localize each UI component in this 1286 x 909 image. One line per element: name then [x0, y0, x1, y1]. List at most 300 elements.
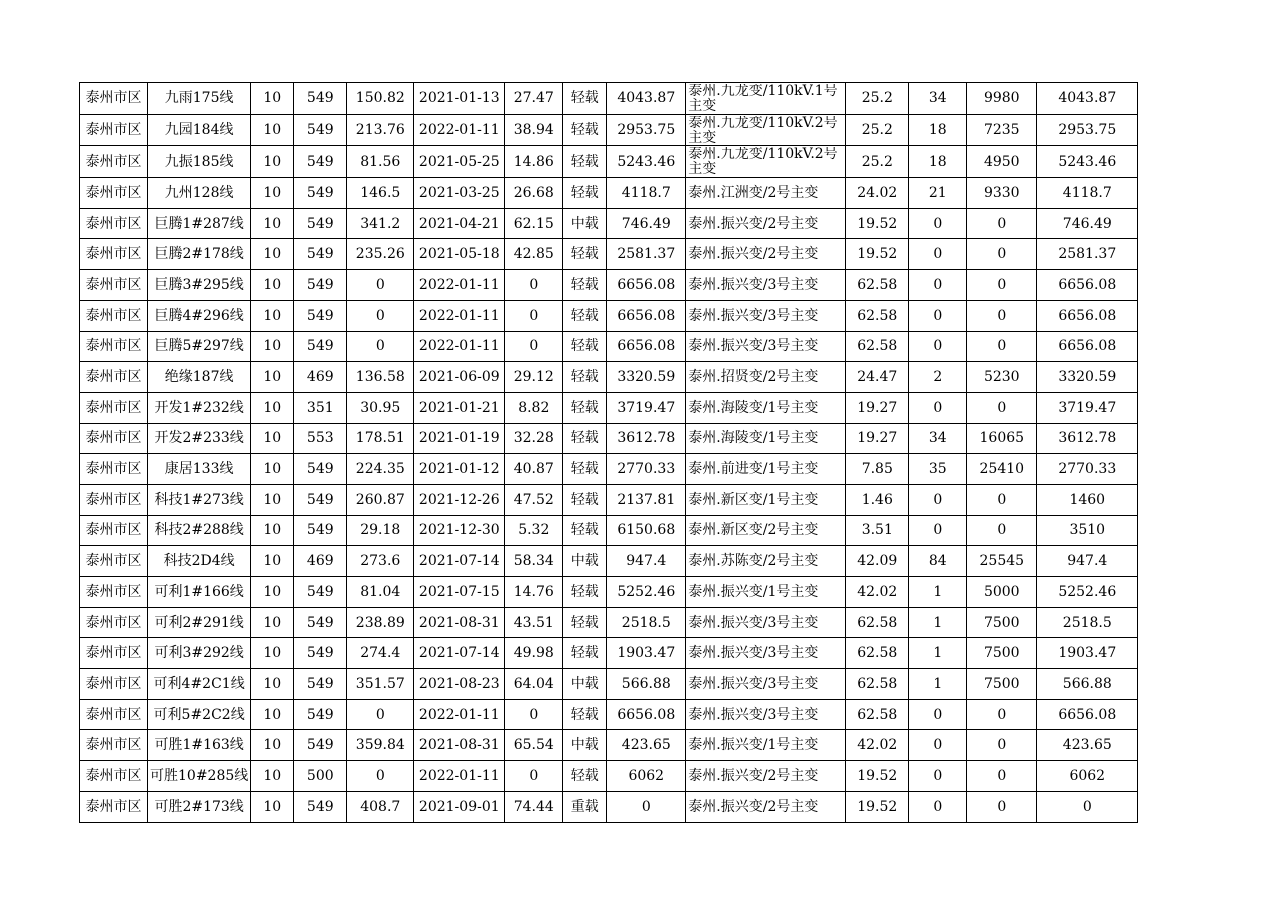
count-cell: 0 [909, 331, 967, 362]
substation-cell: 泰州.前进变/1号主变 [686, 454, 846, 485]
district-cell: 泰州市区 [80, 270, 148, 301]
load-cell: 0 [347, 761, 414, 792]
substation-cell: 泰州.振兴变/2号主变 [686, 239, 846, 270]
user-capacity-cell: 4950 [967, 146, 1037, 178]
transformer-rate-cell: 62.58 [846, 638, 909, 669]
district-cell: 泰州市区 [80, 331, 148, 362]
date-cell: 2021-07-15 [414, 577, 505, 608]
table-row [80, 791, 1138, 822]
rate-cell: 43.51 [505, 607, 563, 638]
count-cell: 2 [909, 362, 967, 393]
capacity-cell: 549 [294, 577, 347, 608]
status-cell: 轻载 [563, 392, 607, 423]
district-cell: 泰州市区 [80, 423, 148, 454]
transformer-rate-cell: 42.02 [846, 577, 909, 608]
line-name-cell: 巨腾5#297线 [148, 331, 251, 362]
district-cell: 泰州市区 [80, 146, 148, 178]
user-capacity-cell: 9330 [967, 178, 1037, 209]
available-cell: 566.88 [1037, 669, 1138, 700]
rate-cell: 47.52 [505, 484, 563, 515]
substation-text: 泰州.九龙变/110kV.2号主变 [688, 147, 838, 177]
district-cell: 泰州市区 [80, 699, 148, 730]
capacity-cell: 549 [294, 83, 347, 115]
transformer-rate-cell: 24.47 [846, 362, 909, 393]
user-capacity-cell: 0 [967, 699, 1037, 730]
user-capacity-cell: 0 [967, 515, 1037, 546]
line-name-cell: 可利1#166线 [148, 577, 251, 608]
capacity-cell: 549 [294, 484, 347, 515]
margin-cell: 1903.47 [607, 638, 686, 669]
date-cell: 2021-01-19 [414, 423, 505, 454]
line-name-cell: 开发1#232线 [148, 392, 251, 423]
status-cell: 轻载 [563, 577, 607, 608]
user-capacity-cell: 7500 [967, 669, 1037, 700]
table-row [80, 362, 1138, 393]
rate-cell: 27.47 [505, 83, 563, 115]
voltage-cell: 10 [251, 515, 294, 546]
status-cell: 轻载 [563, 239, 607, 270]
capacity-cell: 549 [294, 208, 347, 239]
capacity-cell: 549 [294, 638, 347, 669]
line-name-cell: 康居133线 [148, 454, 251, 485]
available-cell: 2770.33 [1037, 454, 1138, 485]
load-cell: 351.57 [347, 669, 414, 700]
user-capacity-cell: 0 [967, 331, 1037, 362]
substation-cell: 泰州.振兴变/1号主变 [686, 730, 846, 761]
margin-cell: 3719.47 [607, 392, 686, 423]
capacity-cell: 549 [294, 239, 347, 270]
transformer-rate-cell: 42.09 [846, 546, 909, 577]
margin-cell: 947.4 [607, 546, 686, 577]
transformer-rate-cell: 19.27 [846, 392, 909, 423]
available-cell: 423.65 [1037, 730, 1138, 761]
table-row [80, 761, 1138, 792]
district-cell: 泰州市区 [80, 546, 148, 577]
voltage-cell: 10 [251, 270, 294, 301]
count-cell: 1 [909, 669, 967, 700]
line-name-cell: 九振185线 [148, 146, 251, 178]
user-capacity-cell: 9980 [967, 83, 1037, 115]
count-cell: 0 [909, 208, 967, 239]
substation-cell: 泰州.振兴变/3号主变 [686, 669, 846, 700]
voltage-cell: 10 [251, 146, 294, 178]
margin-cell: 5252.46 [607, 577, 686, 608]
transformer-rate-cell: 19.52 [846, 761, 909, 792]
line-name-cell: 科技2#288线 [148, 515, 251, 546]
transformer-rate-cell: 19.27 [846, 423, 909, 454]
line-name-cell: 绝缘187线 [148, 362, 251, 393]
table-row [80, 546, 1138, 577]
district-cell: 泰州市区 [80, 761, 148, 792]
count-cell: 0 [909, 699, 967, 730]
voltage-cell: 10 [251, 484, 294, 515]
status-cell: 轻载 [563, 699, 607, 730]
status-cell: 轻载 [563, 638, 607, 669]
load-cell: 260.87 [347, 484, 414, 515]
voltage-cell: 10 [251, 362, 294, 393]
available-cell: 3719.47 [1037, 392, 1138, 423]
table-row [80, 83, 1138, 115]
user-capacity-cell: 7235 [967, 114, 1037, 146]
transformer-rate-cell: 25.2 [846, 114, 909, 146]
line-name-cell: 可利5#2C2线 [148, 699, 251, 730]
substation-cell [686, 83, 846, 115]
date-cell: 2021-08-23 [414, 669, 505, 700]
available-cell: 6656.08 [1037, 331, 1138, 362]
transformer-rate-cell: 3.51 [846, 515, 909, 546]
transformer-rate-cell: 7.85 [846, 454, 909, 485]
line-name-cell: 巨腾1#287线 [148, 208, 251, 239]
rate-cell: 32.28 [505, 423, 563, 454]
margin-cell: 2953.75 [607, 114, 686, 146]
voltage-cell: 10 [251, 546, 294, 577]
transformer-rate-cell: 19.52 [846, 791, 909, 822]
table-row [80, 300, 1138, 331]
district-cell: 泰州市区 [80, 791, 148, 822]
rate-cell: 64.04 [505, 669, 563, 700]
status-cell: 轻载 [563, 270, 607, 301]
substation-cell [686, 146, 846, 178]
load-cell: 273.6 [347, 546, 414, 577]
voltage-cell: 10 [251, 83, 294, 115]
count-cell: 34 [909, 83, 967, 115]
margin-cell: 6656.08 [607, 300, 686, 331]
voltage-cell: 10 [251, 638, 294, 669]
load-cell: 274.4 [347, 638, 414, 669]
transformer-rate-cell: 62.58 [846, 331, 909, 362]
district-cell: 泰州市区 [80, 484, 148, 515]
available-cell: 3612.78 [1037, 423, 1138, 454]
line-name-cell: 开发2#233线 [148, 423, 251, 454]
transformer-rate-cell: 19.52 [846, 239, 909, 270]
district-cell: 泰州市区 [80, 83, 148, 115]
status-cell: 轻载 [563, 761, 607, 792]
available-cell: 5252.46 [1037, 577, 1138, 608]
transformer-rate-cell: 19.52 [846, 208, 909, 239]
date-cell: 2021-01-13 [414, 83, 505, 115]
count-cell: 1 [909, 577, 967, 608]
margin-cell: 5243.46 [607, 146, 686, 178]
count-cell: 0 [909, 730, 967, 761]
substation-cell: 泰州.海陵变/1号主变 [686, 423, 846, 454]
capacity-cell: 549 [294, 146, 347, 178]
voltage-cell: 10 [251, 114, 294, 146]
rate-cell: 14.86 [505, 146, 563, 178]
district-cell: 泰州市区 [80, 577, 148, 608]
rate-cell: 0 [505, 270, 563, 301]
load-cell: 146.5 [347, 178, 414, 209]
rate-cell: 26.68 [505, 178, 563, 209]
available-cell: 6656.08 [1037, 300, 1138, 331]
load-cell: 178.51 [347, 423, 414, 454]
voltage-cell: 10 [251, 699, 294, 730]
margin-cell: 6150.68 [607, 515, 686, 546]
load-cell: 0 [347, 270, 414, 301]
count-cell: 0 [909, 239, 967, 270]
table-row [80, 484, 1138, 515]
table-row [80, 114, 1138, 146]
voltage-cell: 10 [251, 178, 294, 209]
status-cell: 轻载 [563, 423, 607, 454]
load-cell: 213.76 [347, 114, 414, 146]
count-cell: 35 [909, 454, 967, 485]
count-cell: 21 [909, 178, 967, 209]
load-cell: 224.35 [347, 454, 414, 485]
date-cell: 2021-05-25 [414, 146, 505, 178]
status-cell: 重载 [563, 791, 607, 822]
count-cell: 0 [909, 392, 967, 423]
load-cell: 235.26 [347, 239, 414, 270]
user-capacity-cell: 16065 [967, 423, 1037, 454]
status-cell: 轻载 [563, 362, 607, 393]
status-cell: 轻载 [563, 300, 607, 331]
rate-cell: 58.34 [505, 546, 563, 577]
substation-cell: 泰州.新区变/2号主变 [686, 515, 846, 546]
load-cell: 136.58 [347, 362, 414, 393]
load-cell: 81.04 [347, 577, 414, 608]
district-cell: 泰州市区 [80, 638, 148, 669]
table-row [80, 515, 1138, 546]
rate-cell: 5.32 [505, 515, 563, 546]
district-cell: 泰州市区 [80, 300, 148, 331]
status-cell: 轻载 [563, 454, 607, 485]
substation-cell: 泰州.振兴变/3号主变 [686, 638, 846, 669]
capacity-cell: 549 [294, 454, 347, 485]
capacity-cell: 469 [294, 546, 347, 577]
substation-cell: 泰州.振兴变/3号主变 [686, 300, 846, 331]
load-cell: 0 [347, 331, 414, 362]
date-cell: 2022-01-11 [414, 699, 505, 730]
count-cell: 18 [909, 114, 967, 146]
substation-text: 泰州.九龙变/110kV.1号主变 [688, 84, 838, 113]
date-cell: 2021-08-31 [414, 607, 505, 638]
available-cell: 5243.46 [1037, 146, 1138, 178]
line-name-cell: 巨腾4#296线 [148, 300, 251, 331]
capacity-cell: 549 [294, 270, 347, 301]
data-table [79, 82, 1138, 823]
capacity-cell: 549 [294, 730, 347, 761]
voltage-cell: 10 [251, 423, 294, 454]
date-cell: 2022-01-11 [414, 331, 505, 362]
district-cell: 泰州市区 [80, 392, 148, 423]
capacity-cell: 549 [294, 607, 347, 638]
substation-cell: 泰州.振兴变/3号主变 [686, 699, 846, 730]
voltage-cell: 10 [251, 454, 294, 485]
table-row [80, 699, 1138, 730]
user-capacity-cell: 0 [967, 270, 1037, 301]
capacity-cell: 549 [294, 300, 347, 331]
date-cell: 2021-07-14 [414, 546, 505, 577]
user-capacity-cell: 7500 [967, 638, 1037, 669]
substation-cell: 泰州.振兴变/2号主变 [686, 761, 846, 792]
voltage-cell: 10 [251, 300, 294, 331]
count-cell: 0 [909, 300, 967, 331]
line-name-cell: 科技1#273线 [148, 484, 251, 515]
capacity-cell: 549 [294, 178, 347, 209]
load-cell: 341.2 [347, 208, 414, 239]
transformer-rate-cell: 62.58 [846, 669, 909, 700]
rate-cell: 0 [505, 331, 563, 362]
load-cell: 408.7 [347, 791, 414, 822]
transformer-rate-cell: 62.58 [846, 270, 909, 301]
count-cell: 1 [909, 638, 967, 669]
district-cell: 泰州市区 [80, 239, 148, 270]
line-name-cell: 可胜2#173线 [148, 791, 251, 822]
date-cell: 2022-01-11 [414, 270, 505, 301]
available-cell: 6656.08 [1037, 699, 1138, 730]
table-row [80, 730, 1138, 761]
available-cell: 4118.7 [1037, 178, 1138, 209]
date-cell: 2021-06-09 [414, 362, 505, 393]
margin-cell: 423.65 [607, 730, 686, 761]
line-name-cell: 科技2D4线 [148, 546, 251, 577]
line-name-cell: 巨腾3#295线 [148, 270, 251, 301]
date-cell: 2021-05-18 [414, 239, 505, 270]
district-cell: 泰州市区 [80, 178, 148, 209]
user-capacity-cell: 0 [967, 392, 1037, 423]
substation-cell: 泰州.振兴变/3号主变 [686, 331, 846, 362]
district-cell: 泰州市区 [80, 114, 148, 146]
load-cell: 238.89 [347, 607, 414, 638]
voltage-cell: 10 [251, 331, 294, 362]
transformer-rate-cell: 62.58 [846, 300, 909, 331]
table-row [80, 331, 1138, 362]
date-cell: 2021-03-25 [414, 178, 505, 209]
voltage-cell: 10 [251, 208, 294, 239]
user-capacity-cell: 5230 [967, 362, 1037, 393]
status-cell: 轻载 [563, 607, 607, 638]
count-cell: 0 [909, 484, 967, 515]
line-name-cell: 可利4#2C1线 [148, 669, 251, 700]
transformer-rate-cell: 25.2 [846, 83, 909, 115]
status-cell: 轻载 [563, 331, 607, 362]
table-row [80, 270, 1138, 301]
margin-cell: 2770.33 [607, 454, 686, 485]
capacity-cell: 549 [294, 114, 347, 146]
date-cell: 2021-01-12 [414, 454, 505, 485]
capacity-cell: 500 [294, 761, 347, 792]
available-cell: 4043.87 [1037, 83, 1138, 115]
substation-cell: 泰州.新区变/1号主变 [686, 484, 846, 515]
rate-cell: 29.12 [505, 362, 563, 393]
line-name-cell: 可胜10#285线 [148, 761, 251, 792]
transformer-rate-cell: 42.02 [846, 730, 909, 761]
available-cell: 3510 [1037, 515, 1138, 546]
user-capacity-cell: 0 [967, 791, 1037, 822]
substation-text: 泰州.九龙变/110kV.2号主变 [688, 115, 838, 145]
district-cell: 泰州市区 [80, 454, 148, 485]
margin-cell: 3612.78 [607, 423, 686, 454]
capacity-cell: 549 [294, 699, 347, 730]
district-cell: 泰州市区 [80, 669, 148, 700]
voltage-cell: 10 [251, 577, 294, 608]
margin-cell: 746.49 [607, 208, 686, 239]
count-cell: 0 [909, 515, 967, 546]
date-cell: 2021-12-30 [414, 515, 505, 546]
capacity-cell: 549 [294, 515, 347, 546]
table-row [80, 577, 1138, 608]
user-capacity-cell: 0 [967, 730, 1037, 761]
available-cell: 947.4 [1037, 546, 1138, 577]
available-cell: 1460 [1037, 484, 1138, 515]
table-row [80, 239, 1138, 270]
rate-cell: 62.15 [505, 208, 563, 239]
available-cell: 6062 [1037, 761, 1138, 792]
substation-cell: 泰州.江洲变/2号主变 [686, 178, 846, 209]
district-cell: 泰州市区 [80, 730, 148, 761]
margin-cell: 566.88 [607, 669, 686, 700]
rate-cell: 65.54 [505, 730, 563, 761]
load-cell: 0 [347, 300, 414, 331]
substation-cell [686, 114, 846, 146]
load-cell: 81.56 [347, 146, 414, 178]
date-cell: 2021-07-14 [414, 638, 505, 669]
capacity-cell: 351 [294, 392, 347, 423]
margin-cell: 2137.81 [607, 484, 686, 515]
margin-cell: 6656.08 [607, 270, 686, 301]
margin-cell: 4118.7 [607, 178, 686, 209]
transformer-rate-cell: 62.58 [846, 607, 909, 638]
capacity-cell: 549 [294, 331, 347, 362]
available-cell: 0 [1037, 791, 1138, 822]
line-name-cell: 九园184线 [148, 114, 251, 146]
table-row [80, 178, 1138, 209]
count-cell: 34 [909, 423, 967, 454]
load-cell: 30.95 [347, 392, 414, 423]
margin-cell: 6656.08 [607, 331, 686, 362]
count-cell: 0 [909, 791, 967, 822]
line-name-cell: 九州128线 [148, 178, 251, 209]
load-cell: 29.18 [347, 515, 414, 546]
status-cell: 轻载 [563, 178, 607, 209]
voltage-cell: 10 [251, 761, 294, 792]
available-cell: 2953.75 [1037, 114, 1138, 146]
margin-cell: 0 [607, 791, 686, 822]
load-cell: 150.82 [347, 83, 414, 115]
substation-cell: 泰州.招贤变/2号主变 [686, 362, 846, 393]
line-name-cell: 可胜1#163线 [148, 730, 251, 761]
voltage-cell: 10 [251, 392, 294, 423]
user-capacity-cell: 0 [967, 761, 1037, 792]
table-row [80, 146, 1138, 178]
user-capacity-cell: 25410 [967, 454, 1037, 485]
rate-cell: 14.76 [505, 577, 563, 608]
margin-cell: 4043.87 [607, 83, 686, 115]
table-row [80, 669, 1138, 700]
substation-cell: 泰州.海陵变/1号主变 [686, 392, 846, 423]
rate-cell: 0 [505, 699, 563, 730]
district-cell: 泰州市区 [80, 362, 148, 393]
transformer-rate-cell: 62.58 [846, 699, 909, 730]
available-cell: 2581.37 [1037, 239, 1138, 270]
date-cell: 2021-08-31 [414, 730, 505, 761]
status-cell: 中载 [563, 208, 607, 239]
status-cell: 轻载 [563, 83, 607, 115]
date-cell: 2021-01-21 [414, 392, 505, 423]
available-cell: 2518.5 [1037, 607, 1138, 638]
status-cell: 中载 [563, 730, 607, 761]
available-cell: 1903.47 [1037, 638, 1138, 669]
margin-cell: 2518.5 [607, 607, 686, 638]
table-row [80, 423, 1138, 454]
rate-cell: 40.87 [505, 454, 563, 485]
status-cell: 轻载 [563, 146, 607, 178]
line-name-cell: 九雨175线 [148, 83, 251, 115]
transformer-rate-cell: 24.02 [846, 178, 909, 209]
margin-cell: 2581.37 [607, 239, 686, 270]
status-cell: 中载 [563, 546, 607, 577]
date-cell: 2021-12-26 [414, 484, 505, 515]
